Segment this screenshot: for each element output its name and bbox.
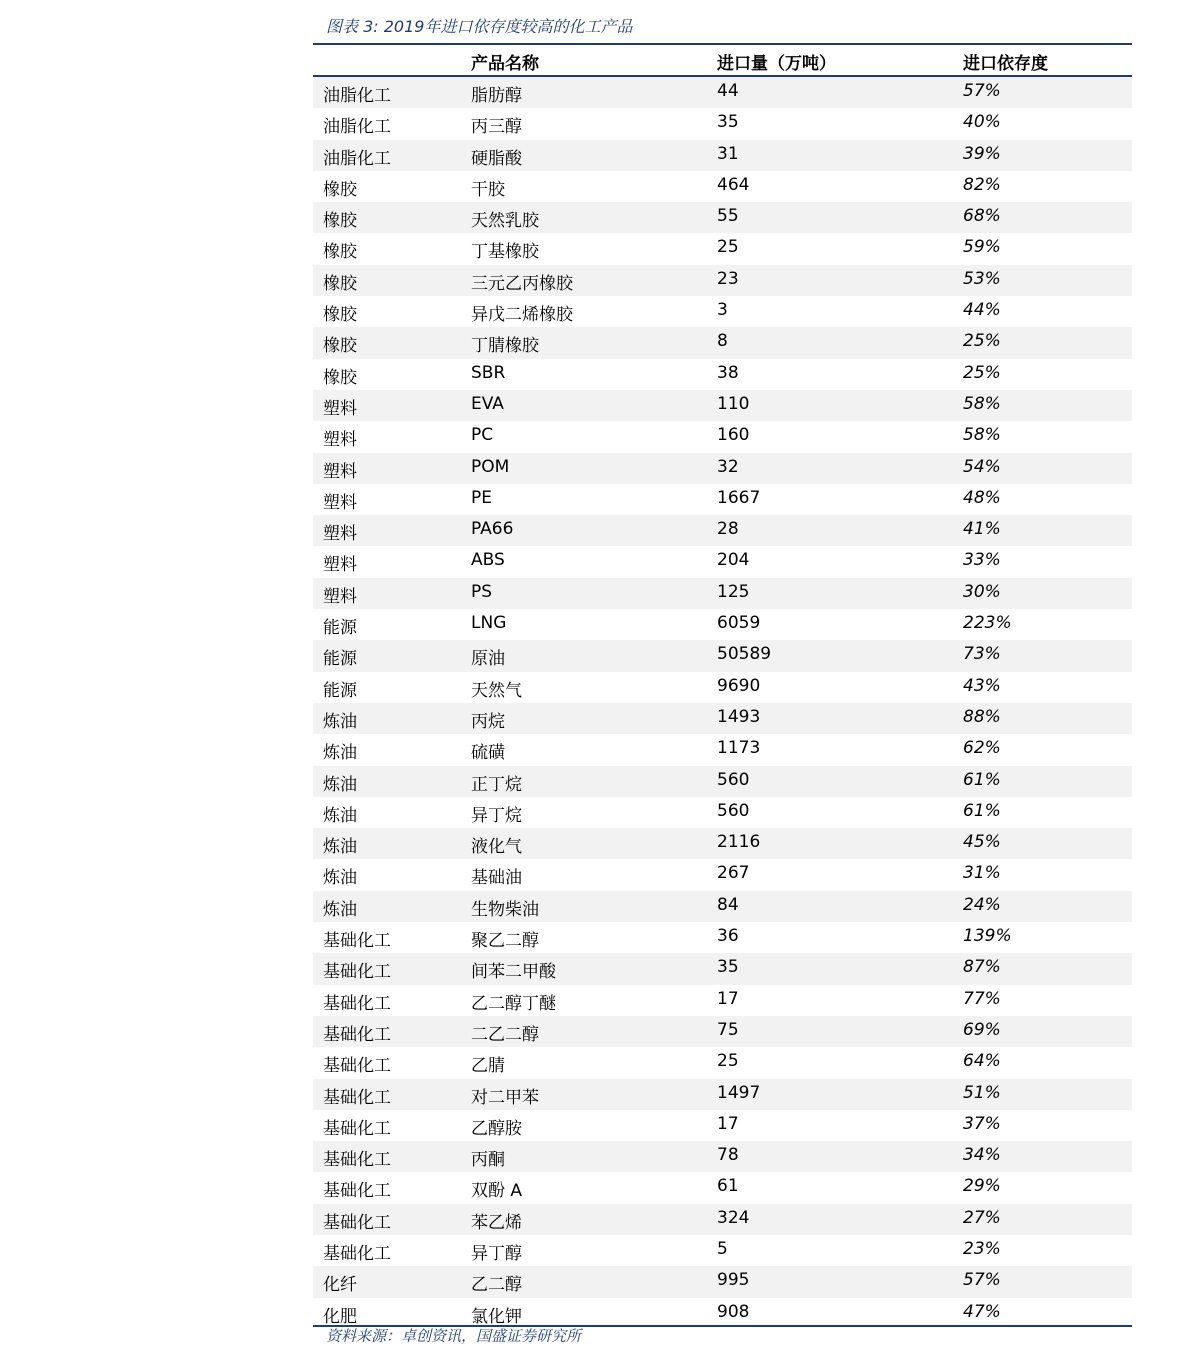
cell-category: 基础化工 bbox=[323, 993, 391, 1014]
cell-category: 炼油 bbox=[323, 837, 357, 858]
cell-product-name: PA66 bbox=[471, 519, 514, 540]
table-row bbox=[313, 703, 1132, 734]
cell-product-name: PC bbox=[471, 425, 494, 446]
table-row bbox=[313, 515, 1132, 546]
cell-import-dependency: 61% bbox=[963, 769, 1001, 790]
table-row bbox=[313, 140, 1132, 171]
cell-product-name: 原油 bbox=[471, 649, 505, 670]
cell-product-name: 乙二醇丁醚 bbox=[471, 993, 556, 1014]
table-row bbox=[313, 734, 1132, 765]
cell-import-volume: 110 bbox=[717, 393, 750, 414]
cell-import-dependency: 223% bbox=[963, 613, 1012, 634]
cell-import-volume: 75 bbox=[717, 1019, 739, 1040]
table-row bbox=[313, 453, 1132, 484]
cell-category: 橡胶 bbox=[323, 367, 357, 388]
cell-import-dependency: 77% bbox=[963, 988, 1001, 1009]
table-row bbox=[313, 546, 1132, 577]
cell-import-dependency: 45% bbox=[963, 832, 1001, 853]
cell-product-name: 异丁醇 bbox=[471, 1243, 522, 1264]
cell-product-name: 对二甲苯 bbox=[471, 1087, 539, 1108]
cell-product-name: 乙二醇 bbox=[471, 1275, 522, 1296]
cell-import-dependency: 57% bbox=[963, 1270, 1001, 1291]
table-row bbox=[313, 1047, 1132, 1078]
cell-import-dependency: 54% bbox=[963, 456, 1001, 477]
table-row bbox=[313, 985, 1132, 1016]
table-row bbox=[313, 484, 1132, 515]
cell-import-dependency: 73% bbox=[963, 644, 1001, 665]
cell-import-dependency: 39% bbox=[963, 143, 1001, 164]
cell-import-volume: 17 bbox=[717, 1113, 739, 1134]
table-row bbox=[313, 296, 1132, 327]
cell-import-dependency: 61% bbox=[963, 800, 1001, 821]
cell-import-dependency: 33% bbox=[963, 550, 1001, 571]
table-body bbox=[313, 77, 1132, 1329]
cell-import-dependency: 37% bbox=[963, 1113, 1001, 1134]
cell-product-name: 干胶 bbox=[471, 179, 505, 200]
table-row bbox=[313, 1204, 1132, 1235]
source-note: 资料来源：卓创资讯，国盛证券研究所 bbox=[326, 1327, 582, 1345]
cell-category: 能源 bbox=[323, 649, 357, 670]
table-row bbox=[313, 1172, 1132, 1203]
cell-import-volume: 560 bbox=[717, 800, 750, 821]
cell-product-name: 双酚 A bbox=[471, 1181, 523, 1202]
cell-category: 基础化工 bbox=[323, 1243, 391, 1264]
cell-category: 基础化工 bbox=[323, 1150, 391, 1171]
cell-import-dependency: 48% bbox=[963, 487, 1001, 508]
cell-category: 基础化工 bbox=[323, 962, 391, 983]
cell-product-name: 异戊二烯橡胶 bbox=[471, 305, 573, 326]
cell-import-volume: 78 bbox=[717, 1145, 739, 1166]
cell-import-dependency: 59% bbox=[963, 237, 1001, 258]
cell-import-volume: 17 bbox=[717, 988, 739, 1009]
table-row bbox=[313, 171, 1132, 202]
cell-import-volume: 84 bbox=[717, 894, 739, 915]
cell-import-volume: 908 bbox=[717, 1301, 750, 1322]
cell-product-name: PS bbox=[471, 581, 493, 602]
cell-import-volume: 8 bbox=[717, 331, 728, 352]
cell-product-name: 正丁烷 bbox=[471, 774, 522, 795]
figure-title: 图表 3: 2019年进口依存度较高的化工产品 bbox=[326, 17, 633, 36]
cell-import-dependency: 40% bbox=[963, 112, 1001, 133]
cell-category: 化纤 bbox=[323, 1275, 357, 1296]
cell-import-volume: 38 bbox=[717, 362, 739, 383]
cell-import-volume: 267 bbox=[717, 863, 750, 884]
table-row bbox=[313, 233, 1132, 264]
header-import-volume: 进口量（万吨） bbox=[717, 54, 836, 74]
cell-import-volume: 50589 bbox=[717, 644, 772, 665]
cell-import-volume: 25 bbox=[717, 237, 739, 258]
cell-category: 橡胶 bbox=[323, 336, 357, 357]
cell-product-name: 间苯二甲酸 bbox=[471, 962, 556, 983]
cell-import-volume: 36 bbox=[717, 926, 739, 947]
cell-product-name: 脂肪醇 bbox=[471, 86, 522, 106]
cell-category: 橡胶 bbox=[323, 242, 357, 263]
cell-import-dependency: 25% bbox=[963, 331, 1001, 352]
cell-product-name: ABS bbox=[471, 550, 505, 571]
cell-category: 橡胶 bbox=[323, 273, 357, 294]
cell-product-name: 天然气 bbox=[471, 680, 522, 701]
cell-import-volume: 3 bbox=[717, 300, 728, 321]
cell-product-name: 氯化钾 bbox=[471, 1306, 522, 1327]
cell-product-name: 丙烷 bbox=[471, 711, 505, 732]
cell-import-dependency: 64% bbox=[963, 1051, 1001, 1072]
table-row bbox=[313, 891, 1132, 922]
table-row bbox=[313, 828, 1132, 859]
cell-import-volume: 1493 bbox=[717, 706, 761, 727]
cell-import-volume: 35 bbox=[717, 957, 739, 978]
cell-import-volume: 32 bbox=[717, 456, 739, 477]
cell-category: 基础化工 bbox=[323, 931, 391, 952]
cell-import-dependency: 31% bbox=[963, 863, 1001, 884]
cell-product-name: 硫磺 bbox=[471, 743, 505, 764]
cell-category: 塑料 bbox=[323, 524, 357, 545]
cell-import-dependency: 30% bbox=[963, 581, 1001, 602]
cell-import-volume: 2116 bbox=[717, 832, 761, 853]
cell-product-name: 丁基橡胶 bbox=[471, 242, 539, 263]
cell-category: 炼油 bbox=[323, 711, 357, 732]
cell-product-name: EVA bbox=[471, 393, 504, 414]
cell-category: 塑料 bbox=[323, 586, 357, 607]
cell-product-name: 乙醇胺 bbox=[471, 1118, 522, 1139]
cell-import-volume: 1667 bbox=[717, 487, 761, 508]
cell-product-name: 丙酮 bbox=[471, 1150, 505, 1171]
table-row bbox=[313, 359, 1132, 390]
cell-import-dependency: 57% bbox=[963, 81, 1001, 101]
table-row bbox=[313, 1141, 1132, 1172]
cell-category: 橡胶 bbox=[323, 211, 357, 232]
cell-import-dependency: 27% bbox=[963, 1207, 1001, 1228]
cell-category: 塑料 bbox=[323, 555, 357, 576]
table-row bbox=[313, 578, 1132, 609]
cell-product-name: LNG bbox=[471, 613, 507, 634]
header-product-name: 产品名称 bbox=[471, 54, 539, 74]
cell-category: 能源 bbox=[323, 618, 357, 639]
table-row bbox=[313, 327, 1132, 358]
cell-import-volume: 23 bbox=[717, 268, 739, 289]
table-row bbox=[313, 390, 1132, 421]
table-row bbox=[313, 1266, 1132, 1297]
cell-import-dependency: 41% bbox=[963, 519, 1001, 540]
table-row bbox=[313, 421, 1132, 452]
cell-product-name: 天然乳胶 bbox=[471, 211, 539, 232]
cell-import-dependency: 23% bbox=[963, 1238, 1001, 1259]
cell-category: 炼油 bbox=[323, 899, 357, 920]
cell-import-dependency: 43% bbox=[963, 675, 1001, 696]
table-row bbox=[313, 1079, 1132, 1110]
table-row bbox=[313, 922, 1132, 953]
table-row bbox=[313, 859, 1132, 890]
cell-category: 炼油 bbox=[323, 805, 357, 826]
table-header bbox=[313, 46, 1132, 74]
cell-import-volume: 25 bbox=[717, 1051, 739, 1072]
cell-category: 基础化工 bbox=[323, 1212, 391, 1233]
cell-import-dependency: 53% bbox=[963, 268, 1001, 289]
cell-product-name: 苯乙烯 bbox=[471, 1212, 522, 1233]
cell-import-volume: 31 bbox=[717, 143, 739, 164]
cell-product-name: SBR bbox=[471, 362, 506, 383]
cell-category: 橡胶 bbox=[323, 179, 357, 200]
cell-product-name: 聚乙二醇 bbox=[471, 931, 539, 952]
cell-import-dependency: 62% bbox=[963, 738, 1001, 759]
cell-product-name: 丙三醇 bbox=[471, 117, 522, 138]
cell-category: 塑料 bbox=[323, 461, 357, 482]
table-row bbox=[313, 1016, 1132, 1047]
table-row bbox=[313, 953, 1132, 984]
cell-import-volume: 560 bbox=[717, 769, 750, 790]
cell-import-volume: 464 bbox=[717, 174, 750, 195]
cell-import-volume: 125 bbox=[717, 581, 750, 602]
cell-category: 化肥 bbox=[323, 1306, 357, 1327]
cell-category: 基础化工 bbox=[323, 1087, 391, 1108]
table-row bbox=[313, 77, 1132, 108]
cell-category: 基础化工 bbox=[323, 1056, 391, 1077]
cell-category: 基础化工 bbox=[323, 1181, 391, 1202]
cell-import-dependency: 25% bbox=[963, 362, 1001, 383]
cell-import-dependency: 88% bbox=[963, 706, 1001, 727]
table-row bbox=[313, 1235, 1132, 1266]
cell-import-volume: 1497 bbox=[717, 1082, 761, 1103]
cell-import-dependency: 51% bbox=[963, 1082, 1001, 1103]
cell-product-name: 基础油 bbox=[471, 868, 522, 889]
cell-import-dependency: 82% bbox=[963, 174, 1001, 195]
cell-product-name: 丁腈橡胶 bbox=[471, 336, 539, 357]
cell-import-volume: 35 bbox=[717, 112, 739, 133]
cell-import-volume: 995 bbox=[717, 1270, 750, 1291]
cell-product-name: PE bbox=[471, 487, 492, 508]
cell-category: 油脂化工 bbox=[323, 117, 391, 138]
table-row bbox=[313, 609, 1132, 640]
header-import-dependency: 进口依存度 bbox=[963, 54, 1048, 74]
cell-import-volume: 5 bbox=[717, 1238, 728, 1259]
cell-import-dependency: 34% bbox=[963, 1145, 1001, 1166]
cell-import-dependency: 68% bbox=[963, 206, 1001, 227]
cell-product-name: 液化气 bbox=[471, 837, 522, 858]
cell-import-dependency: 69% bbox=[963, 1019, 1001, 1040]
cell-import-volume: 324 bbox=[717, 1207, 750, 1228]
cell-import-volume: 44 bbox=[717, 81, 739, 101]
cell-product-name: 三元乙丙橡胶 bbox=[471, 273, 573, 294]
cell-category: 炼油 bbox=[323, 774, 357, 795]
table-row bbox=[313, 766, 1132, 797]
cell-category: 橡胶 bbox=[323, 305, 357, 326]
cell-product-name: 乙腈 bbox=[471, 1056, 505, 1077]
table-row bbox=[313, 640, 1132, 671]
table-row bbox=[313, 202, 1132, 233]
cell-category: 塑料 bbox=[323, 398, 357, 419]
cell-product-name: 异丁烷 bbox=[471, 805, 522, 826]
cell-import-dependency: 44% bbox=[963, 300, 1001, 321]
table-row bbox=[313, 672, 1132, 703]
cell-category: 基础化工 bbox=[323, 1118, 391, 1139]
cell-product-name: 生物柴油 bbox=[471, 899, 539, 920]
cell-category: 炼油 bbox=[323, 868, 357, 889]
cell-import-dependency: 29% bbox=[963, 1176, 1001, 1197]
cell-category: 基础化工 bbox=[323, 1024, 391, 1045]
cell-category: 油脂化工 bbox=[323, 148, 391, 169]
cell-category: 油脂化工 bbox=[323, 86, 391, 106]
cell-import-dependency: 24% bbox=[963, 894, 1001, 915]
cell-category: 炼油 bbox=[323, 743, 357, 764]
cell-category: 塑料 bbox=[323, 492, 357, 513]
cell-import-volume: 9690 bbox=[717, 675, 761, 696]
table-row bbox=[313, 108, 1132, 139]
cell-import-dependency: 58% bbox=[963, 425, 1001, 446]
table-row bbox=[313, 1110, 1132, 1141]
top-rule bbox=[313, 43, 1132, 45]
cell-category: 塑料 bbox=[323, 430, 357, 451]
cell-import-volume: 6059 bbox=[717, 613, 761, 634]
cell-import-dependency: 58% bbox=[963, 393, 1001, 414]
cell-import-dependency: 87% bbox=[963, 957, 1001, 978]
cell-product-name: 二乙二醇 bbox=[471, 1024, 539, 1045]
cell-import-volume: 160 bbox=[717, 425, 750, 446]
cell-import-volume: 55 bbox=[717, 206, 739, 227]
cell-import-volume: 1173 bbox=[717, 738, 761, 759]
cell-import-volume: 28 bbox=[717, 519, 739, 540]
cell-product-name: 硬脂酸 bbox=[471, 148, 522, 169]
cell-category: 能源 bbox=[323, 680, 357, 701]
cell-import-dependency: 139% bbox=[963, 926, 1012, 947]
cell-product-name: POM bbox=[471, 456, 510, 477]
table-row bbox=[313, 797, 1132, 828]
cell-import-dependency: 47% bbox=[963, 1301, 1001, 1322]
cell-import-volume: 204 bbox=[717, 550, 750, 571]
table-row bbox=[313, 265, 1132, 296]
cell-import-volume: 61 bbox=[717, 1176, 739, 1197]
